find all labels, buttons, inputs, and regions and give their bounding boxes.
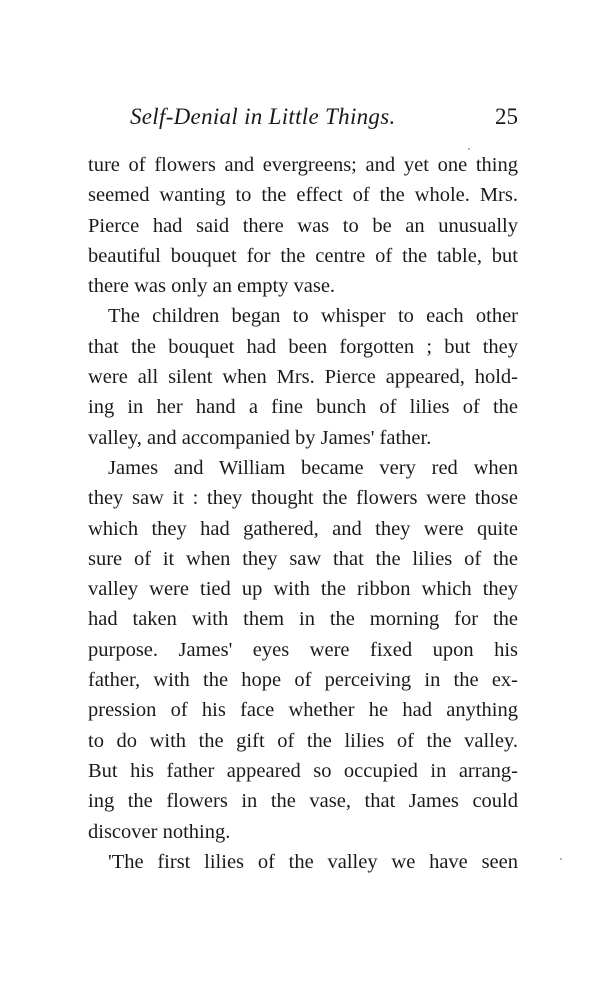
text-line: pression of his face whether he had anything	[88, 699, 518, 722]
text-line: sure of it when they saw that the lilies of the	[88, 547, 518, 570]
text-line: ture of flowers and evergreens; and yet one thing	[88, 154, 518, 176]
running-head	[88, 104, 518, 138]
text-line: seemed wanting to the effect of the whole. Mrs.	[88, 184, 518, 207]
text-line: ing in her hand a fine bunch of lilies of the	[88, 396, 518, 419]
text-line: ing the flowers in the vase, that James could	[88, 790, 518, 813]
text-line: discover nothing.	[88, 820, 231, 843]
text-line: But his father appeared so occupied in arrang-	[88, 759, 518, 782]
body-text	[88, 150, 518, 877]
text-line: which they had gathered, and they were quite	[88, 517, 518, 540]
text-line: James and William became very red when	[108, 456, 518, 479]
text-line: to do with the gift of the lilies of the valley.	[88, 729, 518, 752]
text-line: purpose. James' eyes were fixed upon his	[88, 638, 518, 661]
text-line: Pierce had said there was to be an unusually	[88, 214, 518, 237]
text-line: that the bouquet had been forgotten ; but they	[88, 335, 518, 358]
text-line: father, with the hope of perceiving in the ex-	[88, 669, 518, 692]
text-line: 'The first lilies of the valley we have seen	[108, 850, 518, 873]
text-line: valley, and accompanied by James' father.	[88, 426, 432, 449]
text-line: beautiful bouquet for the centre of the table, but	[88, 244, 518, 267]
text-line: The children began to whisper to each other	[108, 305, 518, 328]
text-line: valley were tied up with the ribbon which they	[88, 578, 518, 601]
paper-speck	[560, 858, 562, 860]
text-line: had taken with them in the morning for the	[88, 608, 518, 631]
text-line: there was only an empty vase.	[88, 275, 336, 298]
text-line: were all silent when Mrs. Pierce appeared, hold-	[88, 366, 518, 389]
page-number: 25	[495, 104, 518, 129]
text-line: they saw it : they thought the flowers were those	[88, 487, 518, 510]
running-title: Self-Denial in Little Things.	[130, 104, 396, 129]
paper-speck	[468, 148, 470, 150]
